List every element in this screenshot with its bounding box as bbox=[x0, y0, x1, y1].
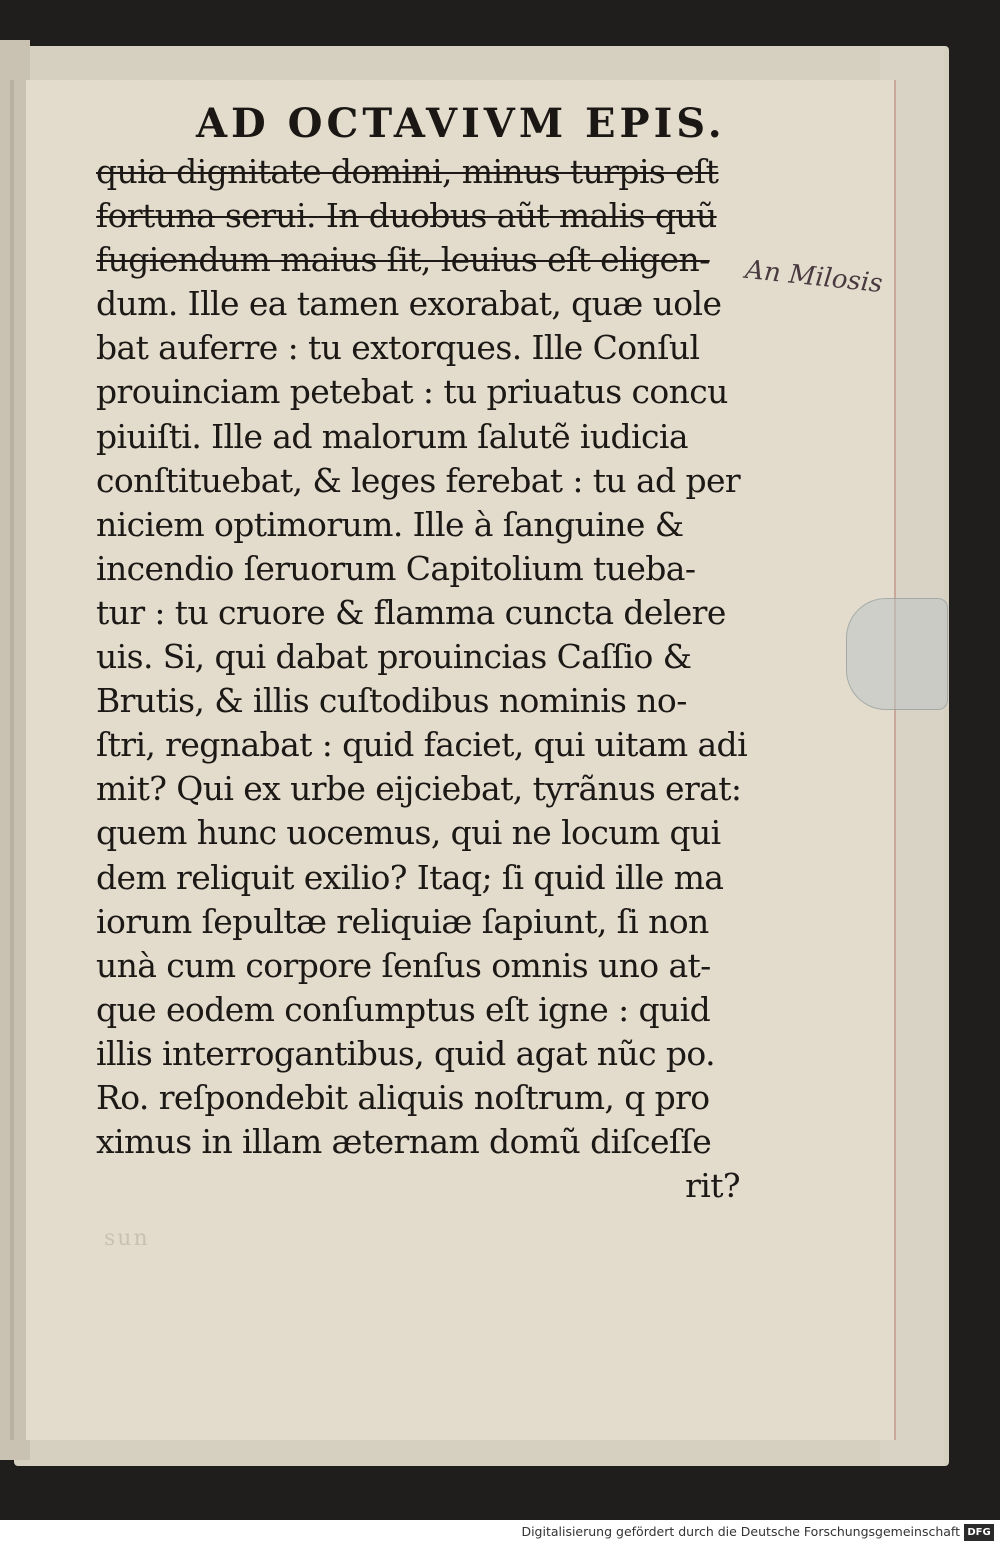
text-line: unà cum corpore ſenſus omnis uno at- bbox=[96, 945, 711, 985]
text-line: conſtituebat, & leges ferebat : tu ad per bbox=[96, 460, 741, 500]
text-line: que eodem conſumptus eſt igne : quid bbox=[96, 989, 711, 1029]
footer-bar bbox=[0, 1520, 1000, 1546]
running-head: AD OCTAVIVM EPIS. bbox=[196, 100, 726, 147]
text-line: dum. Ille ea tamen exorabat, quæ uole bbox=[96, 284, 722, 324]
text-line: uis. Si, qui dabat prouincias Caſſio & bbox=[96, 637, 692, 677]
text-line: piuiſti. Ille ad malorum ſalutẽ iudicia bbox=[96, 416, 688, 456]
text-line: quem hunc uocemus, qui ne locum qui bbox=[96, 813, 721, 853]
text-line: fugiendum maius ſit, leuius eſt eligen- bbox=[96, 240, 710, 280]
text-block bbox=[96, 150, 746, 1208]
text-line: dem reliquit exilio? Itaq; ſi quid ille ma bbox=[96, 857, 724, 897]
text-line: tur : tu cruore & flamma cuncta delere bbox=[96, 592, 726, 632]
text-line: iorum ſepultæ reliquiæ ſapiunt, ſi non bbox=[96, 901, 709, 941]
text-line: fortuna serui. In duobus aũt malis quũ bbox=[96, 196, 717, 236]
text-line: mit? Qui ex urbe eijciebat, tyrãnus erat: bbox=[96, 769, 742, 809]
catchword: rit? bbox=[685, 1166, 740, 1206]
text-line: illis interrogantibus, quid agat nũc po. bbox=[96, 1033, 715, 1073]
handwritten-margin-note: An Milosis bbox=[743, 254, 884, 300]
dfg-logo: DFG bbox=[964, 1524, 994, 1541]
text-line: ximus in illam æternam domũ diſceſſe bbox=[96, 1122, 712, 1162]
page-clip bbox=[846, 598, 948, 710]
text-line: bat auferre : tu extorques. Ille Conſul bbox=[96, 328, 700, 368]
show-through-text: sun bbox=[104, 1226, 150, 1251]
text-line: niciem optimorum. Ille à ſanguine & bbox=[96, 504, 684, 544]
text-line: prouinciam petebat : tu priuatus concu bbox=[96, 372, 728, 412]
text-line: Ro. reſpondebit aliquis noſtrum, q pro bbox=[96, 1077, 710, 1117]
footer-credit: Digitalisierung gefördert durch die Deutsche Forschungsgemeinschaft bbox=[521, 1524, 960, 1539]
text-line: incendio ſeruorum Capitolium tueba- bbox=[96, 548, 696, 588]
text-line: ſtri, regnabat : quid faciet, qui uitam adi bbox=[96, 725, 748, 765]
text-line: Brutis, & illis cuſtodibus nominis no- bbox=[96, 681, 687, 721]
text-line: quia dignitate domini, minus turpis eſt bbox=[96, 152, 719, 191]
binding-edge bbox=[10, 80, 14, 1440]
